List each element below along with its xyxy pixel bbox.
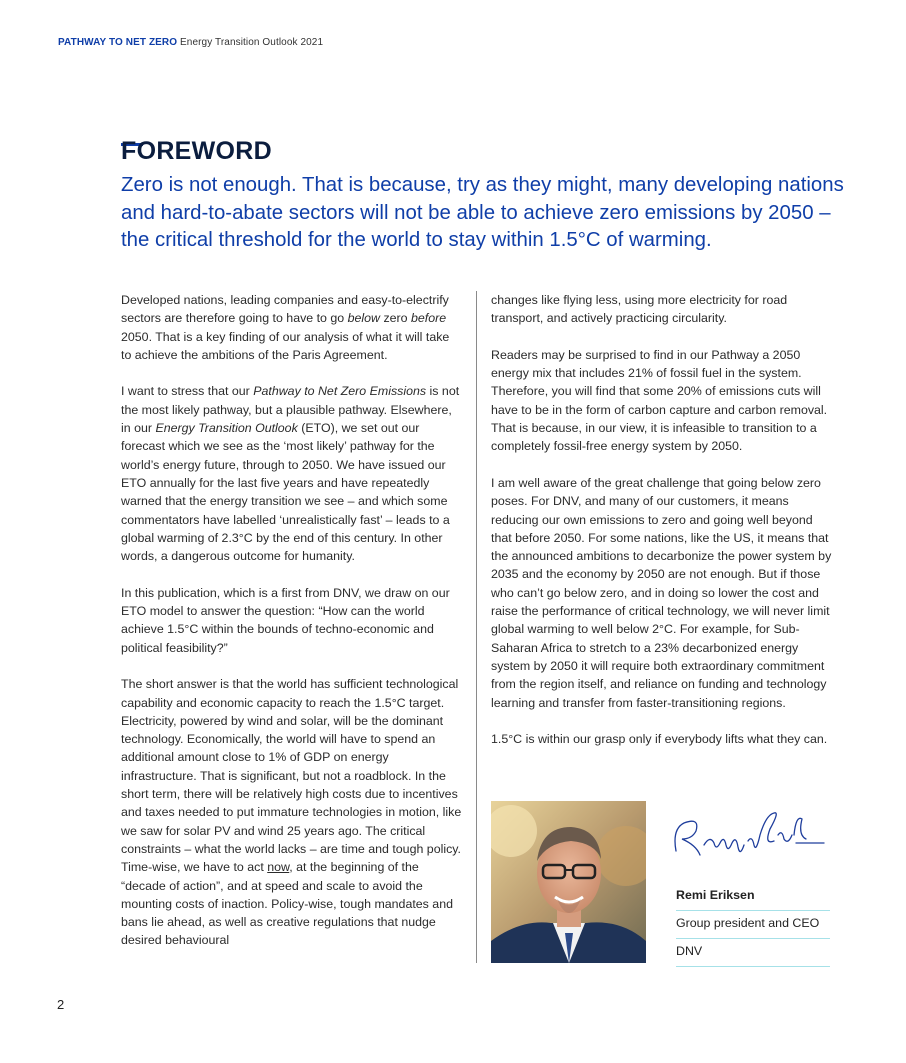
column-divider	[476, 291, 477, 963]
right-paragraph-1: changes like flying less, using more electricity for road transport, and actively practicing circularity.	[491, 293, 788, 326]
left-paragraph-4: The short answer is that the world has sufficient technological capability and economic capacity to reach the 1.5°C target. Electricity, powered by wind and solar, will be the dominant technology. Economically, the world will have to spend an additional amount close to 1% of GDP on energy infrastructure. That is significant, but not a roadblock. In the short term, there will be relatively high costs due to incentives and taxes needed to put immature technologies in motion, like we saw for solar PV and wind 25 years ago. The critical constraints – what the world lacks – are time and tough policy. Time-wise, we have to act now, at the beginning of the “decade of action”, and at speed and scale to avoid the mounting costs of inaction. Policy-wise, tough mandates and bans lie ahead, as well as creative regulations that nudge desired behavioural	[121, 677, 462, 948]
left-paragraph-1: Developed nations, leading companies and easy-to-electrify sectors are therefore going to have to go below zero before 2050. That is a key finding of our analysis of what it will take to achieve the ambitions of the Paris Agreement.	[121, 293, 450, 362]
left-paragraph-3: In this publication, which is a first from DNV, we draw on our ETO model to answer the question: “How can the world achieve 1.5°C within the bounds of techno-economic and political feasibility?”	[121, 585, 450, 655]
lead-paragraph: Zero is not enough. That is because, try as they might, many developing nations and hard-to-abate sectors will not be able to achieve zero emissions by 2050 – the critical threshold for the world to stay within 1.5°C of warming.	[121, 174, 844, 251]
page-title: FOREWORD	[121, 137, 272, 165]
header-publication: Energy Transition Outlook 2021	[180, 37, 324, 48]
signatory-company: DNV	[676, 939, 830, 967]
handwritten-signature	[670, 805, 830, 865]
ceo-portrait-photo	[491, 801, 646, 963]
right-paragraph-3: I am well aware of the great challenge that going below zero poses. For DNV, and many of our customers, it means reducing our own emissions to zero and going well beyond that before 2050. For some nations, like the US, it means that the announced ambitions to decarbonize the power system by 2035 and the economy by 2050 are not enough. But if those who can’t go below zero, and in doing so lower the cost and raise the performance of critical technology, we will never limit global warming to well below 2°C. For example, for Sub-Saharan Africa to stretch to a 23% decarbonized energy system by 2050 it will require both extraordinary commitment from the region itself, and reliance on funding and technology learning and transfer from faster-transitioning regions.	[491, 475, 832, 710]
right-paragraph-4: 1.5°C is within our grasp only if everybody lifts what they can.	[491, 732, 828, 747]
running-header	[58, 37, 323, 48]
page-number: 2	[57, 997, 65, 1012]
right-paragraph-2: Readers may be surprised to find in our Pathway a 2050 energy mix that includes 21% of fossil fuel in the system. Therefore, you will find that some 20% of emissions cuts will have to be in the form of carbon capture and carbon removal. That is because, in our view, it is infeasible to transition to a completely fossil-free energy system by 2050.	[491, 347, 828, 454]
signatory-block	[676, 883, 830, 967]
signatory-name: Remi Eriksen	[676, 883, 830, 911]
right-column	[491, 291, 833, 767]
header-brand: PATHWAY TO NET ZERO	[58, 37, 178, 48]
signatory-role: Group president and CEO	[676, 911, 830, 939]
left-paragraph-2: I want to stress that our Pathway to Net Zero Emissions is not the most likely pathway, but a plausible pathway. Elsewhere, in our Energy Transition Outlook (ETO), we set out our forecast which we see as the ‘most likely’ pathway for the world’s energy future, through to 2050. We have issued our ETO annually for the last five years and have repeatedly warned that the energy transition we see – and which some commentators have labelled ‘unrealistically fast’ – leads to a global warming of 2.3°C by the end of this century. In other words, a dangerous outcome for humanity.	[121, 384, 460, 564]
left-column	[121, 291, 463, 968]
